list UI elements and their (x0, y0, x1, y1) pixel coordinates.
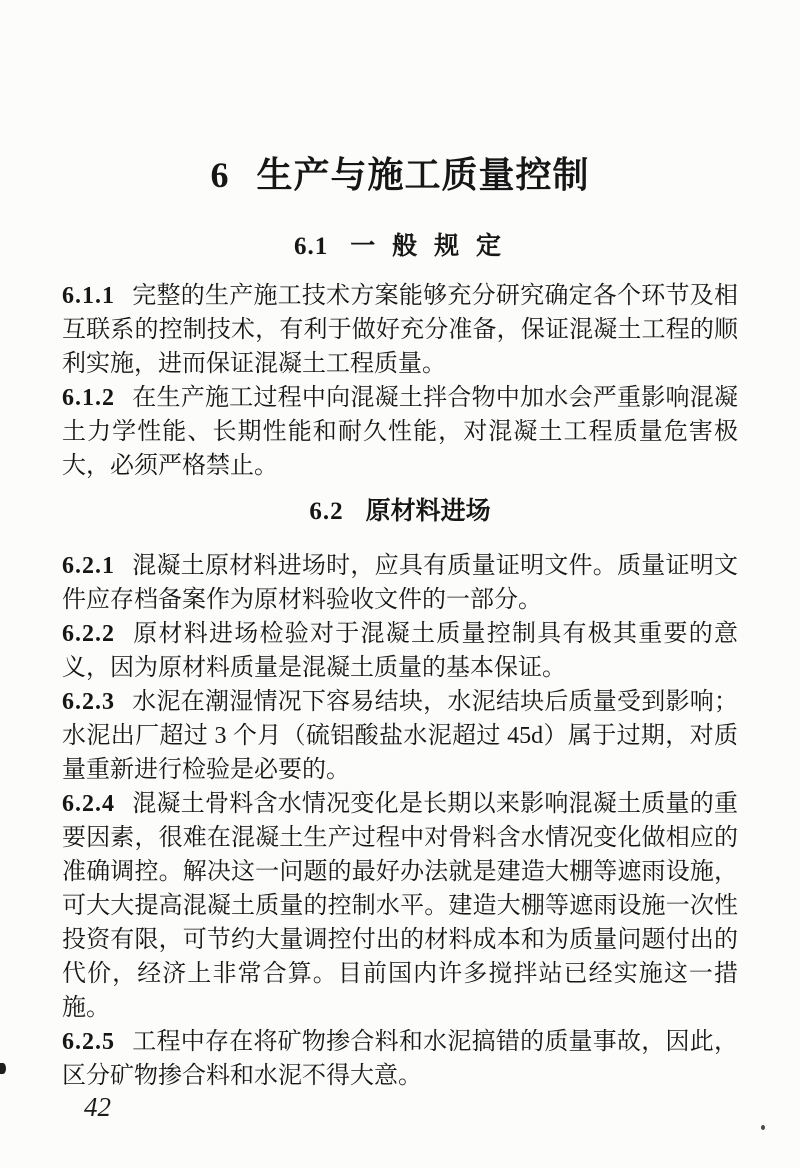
clause-number: 6.1.1 (62, 283, 115, 309)
section-heading-6-2 (62, 496, 738, 527)
clause-text: 工程中存在将矿物掺合料和水泥搞错的质量事故，因此，区分矿物掺合料和水泥不得大意。 (62, 1029, 738, 1089)
clause-text: 混凝土骨料含水情况变化是长期以来影响混凝土质量的重要因素，很难在混凝土生产过程中对骨料含水情况变化做相应的准确调控。解决这一问题的最好办法就是建造大棚等遮雨设施，可大大提高混凝土质量的控制水平。建造大棚等遮雨设施一次性投资有限，可节约大量调控付出的材料成本和为质量问题付出的代价，经济上非常合算。目前国内许多搅拌站已经实施这一措施。 (62, 791, 738, 1021)
clause-6-1-1 (62, 279, 738, 381)
clause-number: 6.2.2 (62, 621, 115, 647)
section-heading-6-1 (62, 231, 738, 262)
clause-text: 原材料进场检验对于混凝土质量控制具有极其重要的意义，因为原材料质量是混凝土质量的基本保证。 (62, 621, 738, 681)
clause-text: 在生产施工过程中向混凝土拌合物中加水会严重影响混凝土力学性能、长期性能和耐久性能，对混凝土工程质量危害极大，必须严格禁止。 (62, 385, 738, 479)
clause-number: 6.1.2 (62, 385, 115, 411)
section-title: 一 般 规 定 (350, 232, 507, 260)
clause-number: 6.2.5 (62, 1029, 115, 1055)
clause-6-2-4 (62, 787, 738, 1025)
scan-artifact-speck (0, 1063, 6, 1074)
scan-artifact-speck (761, 1125, 765, 1130)
section-number: 6.2 (309, 498, 344, 525)
clause-6-2-2 (62, 617, 738, 685)
clause-6-1-2 (62, 381, 738, 483)
clause-6-2-1 (62, 549, 738, 617)
clause-number: 6.2.1 (62, 553, 115, 579)
chapter-title (62, 0, 738, 198)
clause-6-2-3 (62, 685, 738, 787)
section-title: 原材料进场 (365, 497, 491, 525)
clause-number: 6.2.4 (62, 791, 115, 817)
page-number: 42 (84, 1092, 111, 1122)
clause-number: 6.2.3 (62, 689, 115, 715)
clause-6-2-5 (62, 1025, 738, 1093)
clause-text: 完整的生产施工技术方案能够充分研究确定各个环节及相互联系的控制技术，有利于做好充分准备，保证混凝土工程的顺利实施，进而保证混凝土工程质量。 (62, 283, 738, 377)
section-number: 6.1 (293, 233, 329, 260)
clause-text: 混凝土原材料进场时，应具有质量证明文件。质量证明文件应存档备案作为原材料验收文件的一部分。 (62, 553, 738, 613)
chapter-title-text: 生产与施工质量控制 (256, 155, 590, 195)
chapter-number: 6 (210, 155, 229, 195)
clause-text: 水泥在潮湿情况下容易结块，水泥结块后质量受到影响；水泥出厂超过 3 个月（硫铝酸盐水泥超过 45d）属于过期，对质量重新进行检验是必要的。 (62, 689, 738, 783)
